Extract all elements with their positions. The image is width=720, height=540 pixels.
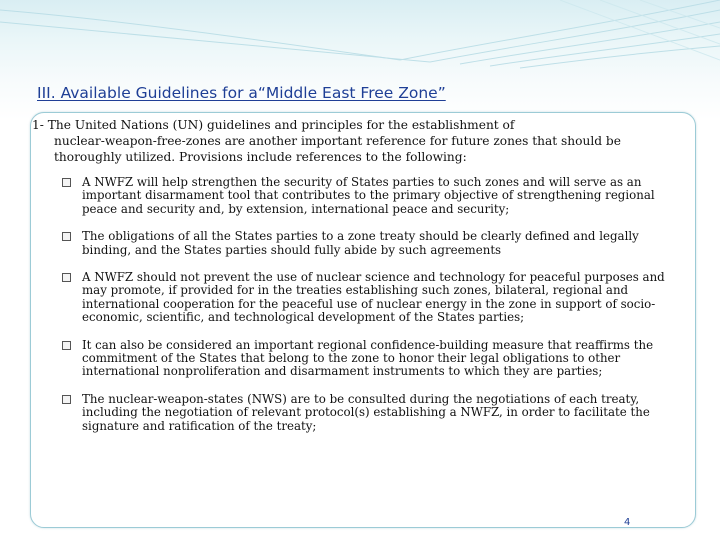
guidelines-list: [62, 176, 668, 433]
bullet-text: The nuclear-weapon-states (NWS) are to be consulted during the negotiations of each treaty, including the negotiation of relevant protocol(s) establishing a NWFZ, in order to facilitate the signature and ratification of the treaty;: [82, 391, 650, 433]
list-item: [62, 176, 668, 216]
intro-number: 1-: [32, 118, 44, 132]
page-title: III. Available Guidelines for a“Middle East Free Zone”: [37, 84, 446, 102]
square-bullet-icon: [62, 178, 71, 187]
intro-text-first-line: The United Nations (UN) guidelines and principles for the establishment of: [47, 118, 515, 132]
page-number: 4: [624, 517, 631, 528]
header-decoration: [0, 0, 720, 90]
bullet-text: It can also be considered an important regional confidence-building measure that reaffirms the commitment of the States that belong to the zone to honor their legal obligations to other international nonproliferation and disarmament instruments to which they are parties;: [82, 337, 654, 379]
list-item: [62, 393, 668, 433]
bullet-text: A NWFZ should not prevent the use of nuclear science and technology for peaceful purposes and may promote, if provided for in the treaties establishing such zones, bilateral, regional and international cooperation for the peaceful use of nuclear energy in the zone in support of socio-economic, scientific, and technological development of the States parties;: [82, 270, 665, 325]
square-bullet-icon: [62, 273, 71, 282]
list-item: [62, 230, 668, 257]
bullet-text: A NWFZ will help strengthen the security of States parties to such zones and will serve as an important disarmament tool that contributes to the primary objective of strengthening regional peace and security and, by extension, international peace and security;: [82, 175, 655, 216]
square-bullet-icon: [62, 232, 71, 241]
list-item: [62, 271, 668, 325]
list-item: [62, 339, 668, 379]
intro-text-rest: nuclear-weapon-free-zones are another important reference for future zones that should be thoroughly utilized. Provisions include references to the following:: [54, 134, 621, 164]
bullet-text: The obligations of all the States parties to a zone treaty should be clearly defined and legally binding, and the States parties should fully abide by such agreements: [82, 229, 639, 257]
intro-paragraph: [32, 117, 652, 165]
square-bullet-icon: [62, 341, 71, 350]
square-bullet-icon: [62, 395, 71, 404]
